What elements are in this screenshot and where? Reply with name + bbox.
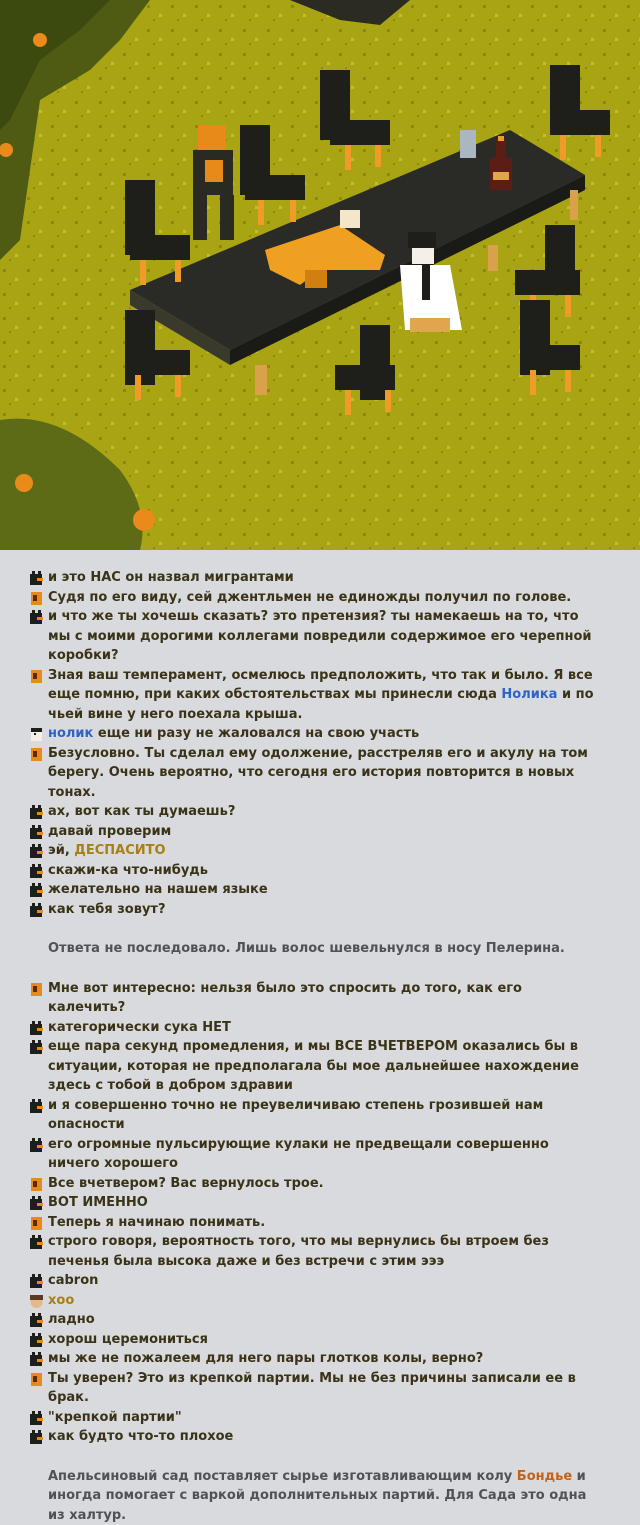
black-bird-avatar-icon xyxy=(29,1138,44,1153)
chat-message xyxy=(0,1369,640,1408)
message-text: Зная ваш темперамент, осмелюсь предположить, что так и было. Я все еще помню, при каких обстоятельствах мы принесли сюда xyxy=(48,668,593,703)
message-text: еще пара секунд промедления, и мы ВСЕ ВЧЕТВЕРОМ оказались бы в ситуации, которая не предполагала бы мое дальнейшее нахождение здесь с тобой в добром здравии xyxy=(48,1039,579,1093)
chat-message xyxy=(0,1018,640,1038)
message-text: эй, xyxy=(48,843,74,858)
message-text: Все вчетвером? Вас вернулось трое. xyxy=(48,1176,324,1191)
glass-icon xyxy=(460,130,476,158)
character-name: нолик xyxy=(48,726,93,741)
message-text: "крепкой партии" xyxy=(48,1410,182,1425)
narration xyxy=(0,939,640,959)
message-text: как будто что-то плохое xyxy=(48,1429,233,1444)
message-text: как тебя зовут? xyxy=(48,902,166,917)
message-text: Ты уверен? Это из крепкой партии. Мы не без причины записали ее в брак. xyxy=(48,1371,576,1406)
narration-text: Ответа не последовало. Лишь волос шевельнулся в носу Пелерина. xyxy=(48,941,565,956)
message-text: ВОТ ИМЕННО xyxy=(48,1195,148,1210)
message-text: желательно на нашем языке xyxy=(48,882,268,897)
orange-head-avatar-icon xyxy=(29,1216,44,1231)
chat-message xyxy=(0,1310,640,1330)
chat-message xyxy=(0,1349,640,1369)
black-bird-avatar-icon xyxy=(29,1313,44,1328)
message-text: и я совершенно точно не преувеличиваю степень грозившей нам опасности xyxy=(48,1098,543,1133)
chat-message xyxy=(0,1291,640,1311)
chat-message xyxy=(0,880,640,900)
chat-message xyxy=(0,861,640,881)
message-text: ах, вот как ты думаешь? xyxy=(48,804,235,819)
orange-head-avatar-icon xyxy=(29,1372,44,1387)
character-name: хоо xyxy=(48,1293,74,1308)
message-text: и что же ты хочешь сказать? это претензия? ты намекаешь на то, что мы с моими дорогими коллегами повредили содержимое его черепной коробки? xyxy=(48,609,592,663)
message-text: cabron xyxy=(48,1273,98,1288)
spacer xyxy=(0,1447,640,1467)
chat-message xyxy=(0,1427,640,1447)
chat-message xyxy=(0,900,640,920)
chat-message xyxy=(0,1330,640,1350)
chat-message xyxy=(0,822,640,842)
chat-message xyxy=(0,1232,640,1271)
message-text: мы же не пожалеем для него пары глотков колы, верно? xyxy=(48,1351,483,1366)
black-bird-avatar-icon xyxy=(29,1040,44,1055)
black-bird-avatar-icon xyxy=(29,1411,44,1426)
orange-head-avatar-icon xyxy=(29,747,44,762)
black-bird-avatar-icon xyxy=(29,610,44,625)
chat-message xyxy=(0,1408,640,1428)
black-bird-avatar-icon xyxy=(29,1352,44,1367)
chat-message xyxy=(0,841,640,861)
chat-message xyxy=(0,1271,640,1291)
message-text: давай проверим xyxy=(48,824,171,839)
message-text: и это НАС он назвал мигрантами xyxy=(48,570,294,585)
face-avatar-icon xyxy=(29,1294,44,1309)
character-name: Бондье xyxy=(517,1469,572,1484)
orange-head-avatar-icon xyxy=(29,982,44,997)
message-text: Безусловно. Ты сделал ему одолжение, расстреляв его и акулу на том берегу. Очень вероятно, что сегодня его история повторится в новых тонах. xyxy=(48,746,588,800)
message-text: хорош церемониться xyxy=(48,1332,208,1347)
chat-message xyxy=(0,979,640,1018)
black-bird-avatar-icon xyxy=(29,1430,44,1445)
black-bird-avatar-icon xyxy=(29,571,44,586)
narration-text: и иногда помогает с варкой дополнительных партий. Для Сада это одна из халтур. xyxy=(48,1469,586,1523)
message-text: строго говоря, вероятность того, что мы вернулись бы втроем без печенья была высока даже и без встречи с этим эээ xyxy=(48,1234,549,1269)
white-head-avatar-icon xyxy=(29,727,44,742)
black-bird-avatar-icon xyxy=(29,825,44,840)
message-text: Мне вот интересно: нельзя было это спросить до того, как его калечить? xyxy=(48,981,522,1016)
chat-message xyxy=(0,1135,640,1174)
orange-head-avatar-icon xyxy=(29,669,44,684)
black-bird-avatar-icon xyxy=(29,1235,44,1250)
chat-message xyxy=(0,607,640,666)
chat-message xyxy=(0,1174,640,1194)
chat-message xyxy=(0,1037,640,1096)
message-text: Теперь я начинаю понимать. xyxy=(48,1215,265,1230)
black-bird-avatar-icon xyxy=(29,864,44,879)
message-text: категорически сука НЕТ xyxy=(48,1020,231,1035)
spacer xyxy=(0,959,640,979)
spacer xyxy=(0,919,640,939)
narration xyxy=(0,1467,640,1525)
chat-message xyxy=(0,588,640,608)
message-text: Судя по его виду, сей джентльмен не единожды получил по голове. xyxy=(48,590,571,605)
game-scene xyxy=(0,0,640,550)
black-bird-avatar-icon xyxy=(29,1021,44,1036)
black-bird-avatar-icon xyxy=(29,844,44,859)
message-text: ладно xyxy=(48,1312,95,1327)
chat-log xyxy=(0,550,640,1525)
message-text: его огромные пульсирующие кулаки не предвещали совершенно ничего хорошего xyxy=(48,1137,549,1172)
chat-message xyxy=(0,1096,640,1135)
black-bird-avatar-icon xyxy=(29,1333,44,1348)
orange-head-avatar-icon xyxy=(29,591,44,606)
chat-message xyxy=(0,802,640,822)
chat-message xyxy=(0,666,640,725)
message-text: еще ни разу не жаловался на свою участь xyxy=(93,726,419,741)
chat-message xyxy=(0,1213,640,1233)
message-text: и по чьей вине у него поехала крыша. xyxy=(48,687,594,722)
chat-message xyxy=(0,1193,640,1213)
black-bird-avatar-icon xyxy=(29,805,44,820)
chat-message xyxy=(0,744,640,803)
orange-head-avatar-icon xyxy=(29,1177,44,1192)
black-bird-avatar-icon xyxy=(29,1274,44,1289)
black-bird-avatar-icon xyxy=(29,1196,44,1211)
chat-message xyxy=(0,568,640,588)
character-name: Нолика xyxy=(501,687,557,702)
chat-message xyxy=(0,724,640,744)
narration-text: Апельсиновый сад поставляет сырье изготавливающим колу xyxy=(48,1469,517,1484)
black-bird-avatar-icon xyxy=(29,1099,44,1114)
black-bird-avatar-icon xyxy=(29,903,44,918)
message-text: скажи-ка что-нибудь xyxy=(48,863,208,878)
character-name: ДЕСПАСИТО xyxy=(74,843,165,858)
black-bird-avatar-icon xyxy=(29,883,44,898)
